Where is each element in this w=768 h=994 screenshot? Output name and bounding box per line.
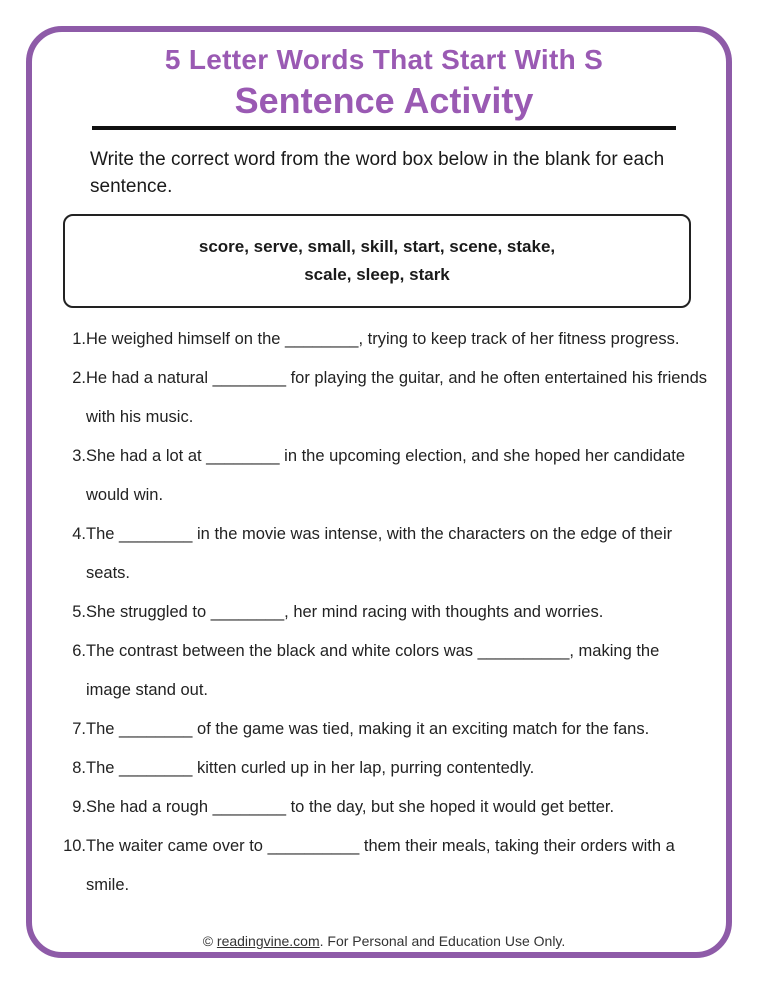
question-number: 2. <box>72 369 86 387</box>
question-item <box>58 515 708 593</box>
instructions: Write the correct word from the word box below in the blank for each sentence. <box>90 149 665 197</box>
question-number: 1. <box>72 330 86 348</box>
page-subtitle: Sentence Activity <box>234 80 534 121</box>
question-text: He had a natural ________ for playing the guitar, and he often entertained his friends with his music. <box>86 369 708 426</box>
question-item <box>58 359 708 437</box>
question-item <box>58 749 708 788</box>
question-item <box>58 632 708 710</box>
page-title: 5 Letter Words That Start With S <box>164 44 604 75</box>
question-number: 3. <box>72 447 86 465</box>
question-list <box>58 320 708 905</box>
question-text: She had a lot at ________ in the upcoming election, and she hoped her candidate would win. <box>86 447 686 504</box>
title-divider <box>92 126 676 130</box>
question-text: She struggled to ________, her mind racing with thoughts and worries. <box>86 603 604 621</box>
question-number: 10. <box>63 837 86 855</box>
question-item <box>58 827 708 905</box>
question-item <box>58 788 708 827</box>
copyright-symbol: © <box>202 933 214 949</box>
word-box-line-2: scale, sleep, stark <box>304 265 450 284</box>
word-box-text <box>157 233 597 289</box>
question-item <box>58 710 708 749</box>
question-number: 9. <box>72 798 86 816</box>
question-number: 8. <box>72 759 86 777</box>
question-text: The ________ kitten curled up in her lap, purring contentedly. <box>86 759 535 777</box>
question-text: The contrast between the black and white colors was __________, making the image stand out. <box>86 642 660 699</box>
footer <box>0 933 768 949</box>
question-item <box>58 437 708 515</box>
question-item <box>58 320 708 359</box>
question-text: She had a rough ________ to the day, but she hoped it would get better. <box>86 798 615 816</box>
question-number: 6. <box>72 642 86 660</box>
word-box-line-1: score, serve, small, skill, start, scene, stake, <box>198 237 556 256</box>
footer-text: . For Personal and Education Use Only. <box>319 933 566 949</box>
question-number: 5. <box>72 603 86 621</box>
question-text: The ________ of the game was tied, making it an exciting match for the fans. <box>86 720 650 738</box>
question-number: 4. <box>72 525 86 543</box>
question-number: 7. <box>72 720 86 738</box>
word-box <box>63 214 691 308</box>
question-text: He weighed himself on the ________, trying to keep track of her fitness progress. <box>86 330 680 348</box>
question-item <box>58 593 708 632</box>
question-text: The waiter came over to __________ them their meals, taking their orders with a smile. <box>86 837 675 894</box>
question-text: The ________ in the movie was intense, with the characters on the edge of their seats. <box>86 525 673 582</box>
footer-site-link[interactable]: readingvine.com <box>216 933 320 949</box>
